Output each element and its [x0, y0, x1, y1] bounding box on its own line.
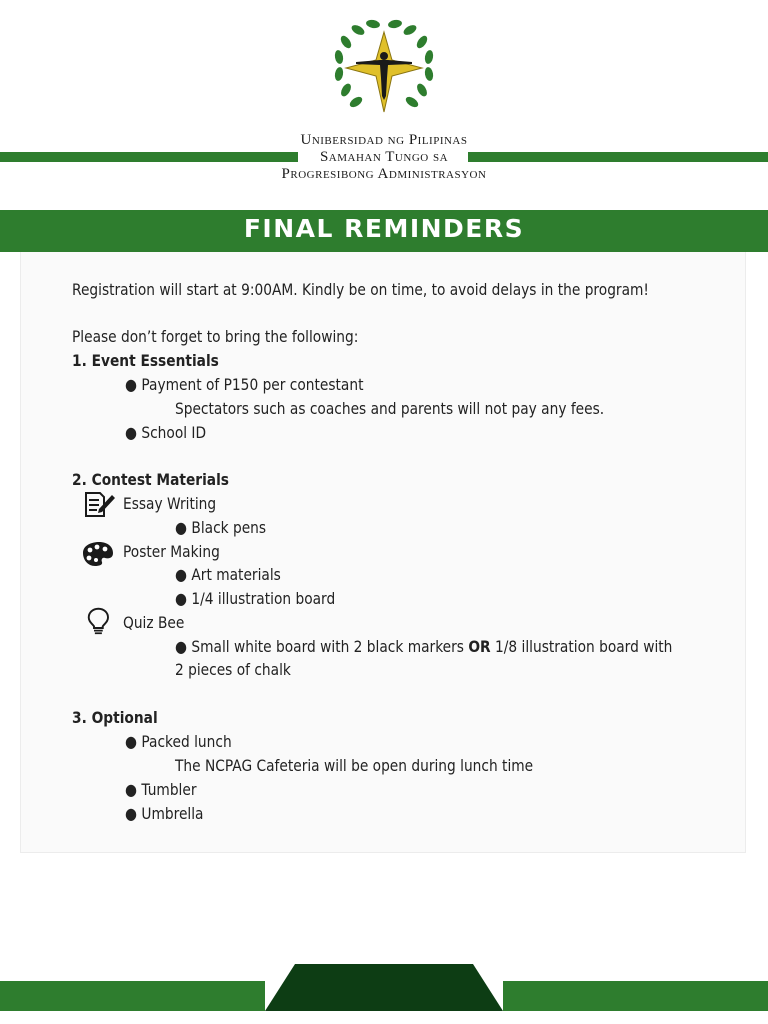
quiz-item-text-a: ● Small white board with 2 black markers	[175, 637, 469, 656]
list-item: ● Packed lunch	[125, 732, 232, 751]
org-name-line1: Unibersidad ng Pilipinas	[300, 132, 468, 148]
organization-logo	[326, 16, 442, 120]
quiz-bee-label: Quiz Bee	[123, 613, 185, 632]
list-item-continuation: 2 pieces of chalk	[175, 660, 291, 679]
essay-writing-label: Essay Writing	[123, 494, 217, 513]
list-item: ● School ID	[125, 423, 207, 442]
intro-text: Please don’t forget to bring the following:	[72, 327, 359, 346]
lightbulb-icon	[84, 607, 118, 635]
footer-band-right	[503, 981, 768, 1011]
section-heading-contest-materials: 2. Contest Materials	[72, 470, 229, 489]
org-name-line3: Progresibong Administrasyon	[281, 166, 487, 182]
org-name-line2: Samahan Tungo sa	[319, 149, 449, 165]
section-heading-event-essentials: 1. Event Essentials	[72, 351, 219, 370]
list-item: ● Umbrella	[125, 804, 204, 823]
list-item: ● Black pens	[175, 518, 267, 537]
list-item	[175, 637, 672, 656]
list-item-note: Spectators such as coaches and parents will not pay any fees.	[175, 399, 605, 418]
list-item-note: The NCPAG Cafeteria will be open during lunch time	[175, 756, 534, 775]
quiz-item-or: OR	[468, 637, 491, 656]
list-item: ● Tumbler	[125, 780, 197, 799]
list-item: ● 1/4 illustration board	[175, 589, 336, 608]
footer-center-shape	[265, 964, 503, 1011]
paint-palette-icon	[80, 539, 114, 567]
section-heading-optional: 3. Optional	[72, 708, 158, 727]
registration-text: Registration will start at 9:00AM. Kindly be on time, to avoid delays in the program!	[72, 280, 649, 299]
footer-band-left	[0, 981, 265, 1011]
poster-making-label: Poster Making	[123, 542, 220, 561]
pencil-document-icon	[82, 490, 116, 518]
list-item: ● Art materials	[175, 565, 281, 584]
page-title: FINAL REMINDERS	[243, 214, 525, 243]
quiz-item-text-b: 1/8 illustration board with	[490, 637, 673, 656]
list-item: ● Payment of P150 per contestant	[125, 375, 364, 394]
